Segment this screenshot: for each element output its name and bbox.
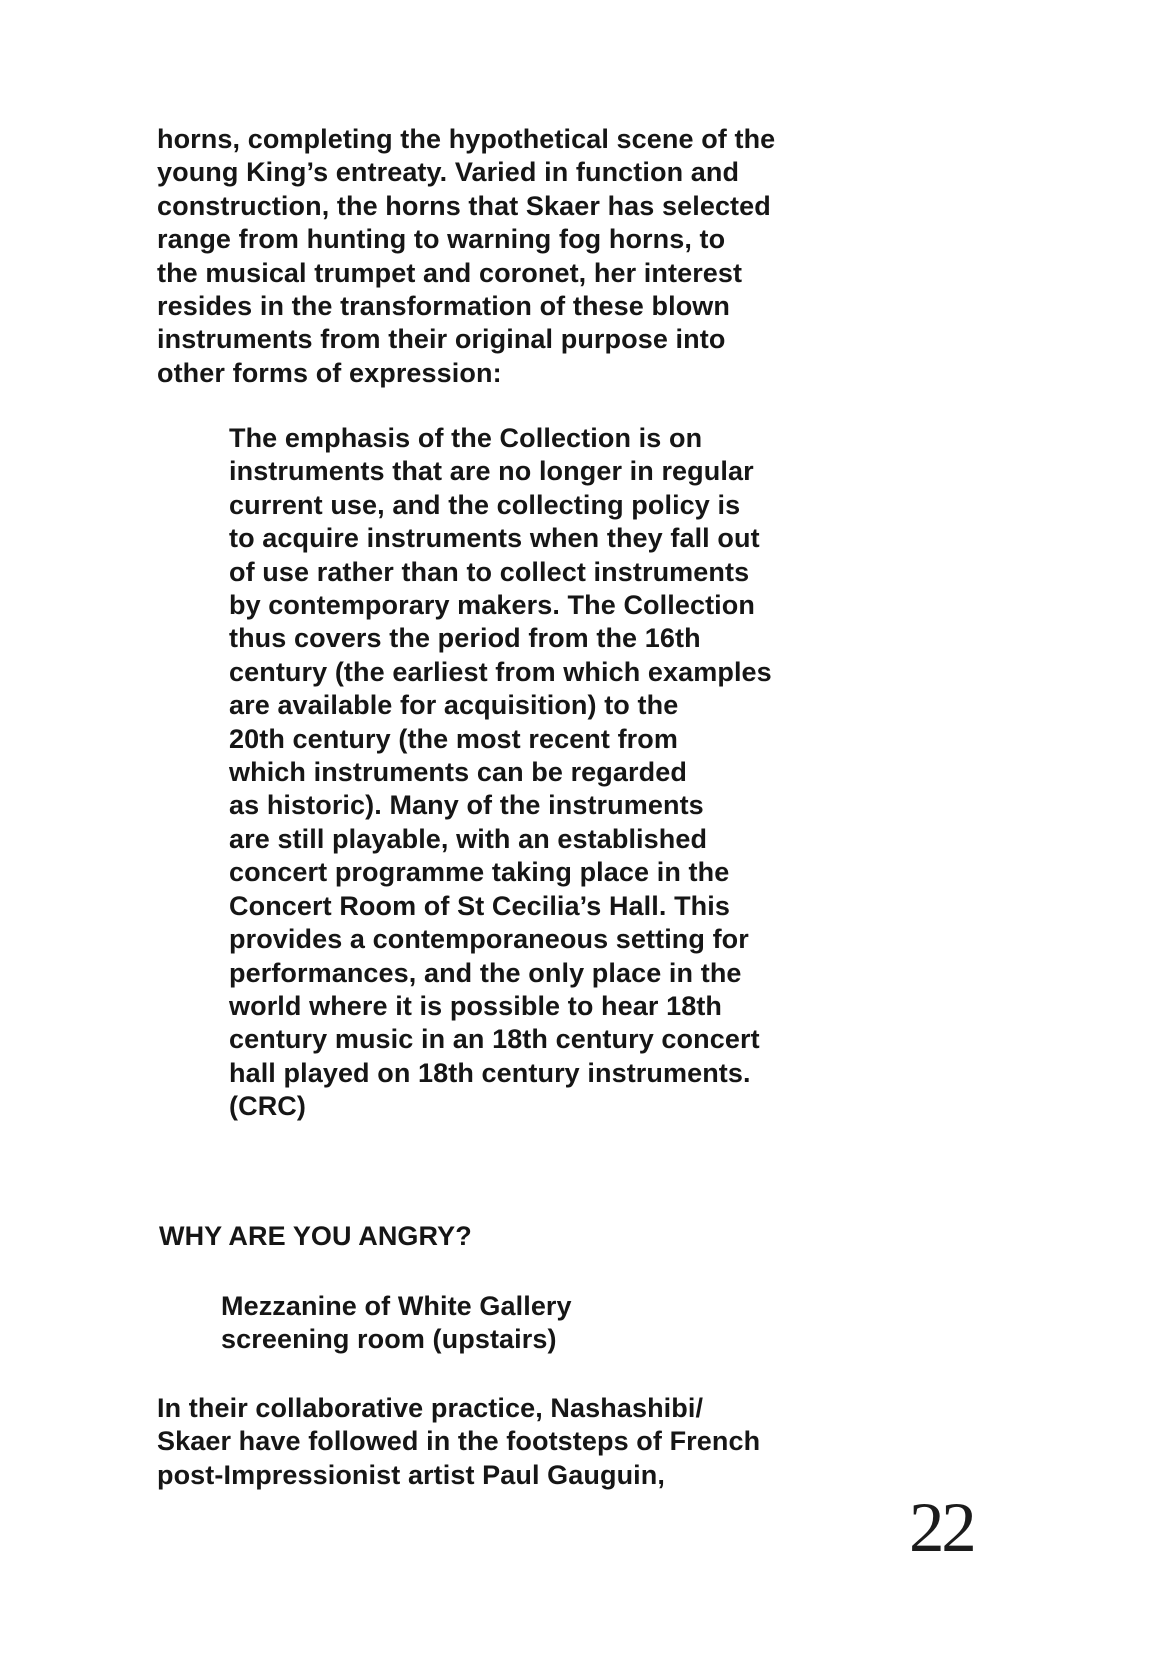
closing-paragraph	[157, 1392, 760, 1492]
text-line: the musical trumpet and coronet, her interest	[157, 257, 743, 288]
text-line: horns, completing the hypothetical scene of the	[157, 124, 776, 154]
text-line: hall played on 18th century instruments.	[229, 1057, 751, 1088]
text-line: concert programme taking place in the	[229, 857, 730, 888]
text-line: In their collaborative practice, Nashashibi/	[157, 1393, 704, 1423]
text-line: of use rather than to collect instruments	[229, 556, 750, 587]
text-line: Skaer have followed in the footsteps of French	[157, 1426, 761, 1457]
text-line: young King’s entreaty. Varied in function and	[157, 157, 740, 188]
text-line: by contemporary makers. The Collection	[229, 590, 755, 621]
text-line: instruments from their original purpose into	[157, 324, 726, 355]
text-line: thus covers the period from the 16th	[229, 623, 701, 654]
text-line: resides in the transformation of these blown	[157, 291, 730, 322]
text-line: construction, the horns that Skaer has selected	[157, 190, 771, 221]
text-line: provides a contemporaneous setting for	[229, 924, 749, 955]
text-line: world where it is possible to hear 18th	[229, 990, 723, 1021]
text-line: Mezzanine of White Gallery	[221, 1291, 572, 1321]
collection-block-quote	[229, 422, 772, 1124]
text-line: instruments that are no longer in regular	[229, 456, 754, 487]
text-line: other forms of expression:	[157, 357, 502, 388]
text-line: Concert Room of St Cecilia’s Hall. This	[229, 890, 730, 921]
text-line: as historic). Many of the instruments	[229, 790, 704, 821]
text-line: are still playable, with an established	[229, 823, 708, 854]
section-heading: WHY ARE YOU ANGRY?	[159, 1221, 472, 1251]
text-line: which instruments can be regarded	[229, 757, 687, 788]
text-line: current use, and the collecting policy is	[229, 489, 741, 520]
text-line: post-Impressionist artist Paul Gauguin,	[157, 1459, 665, 1490]
text-line: performances, and the only place in the	[229, 957, 742, 988]
venue-location-lines	[221, 1290, 572, 1357]
text-line: 20th century (the most recent from	[229, 723, 678, 754]
text-line: The emphasis of the Collection is on	[229, 423, 703, 453]
text-line: (CRC)	[229, 1091, 306, 1122]
text-line: range from hunting to warning fog horns, to	[157, 224, 726, 255]
text-line: are available for acquisition) to the	[229, 690, 679, 721]
text-line: to acquire instruments when they fall out	[229, 523, 760, 554]
text-line: century music in an 18th century concert	[229, 1024, 760, 1055]
text-line: century (the earliest from which examples	[229, 656, 772, 687]
text-line: screening room (upstairs)	[221, 1324, 557, 1355]
page-number: 22	[909, 1489, 974, 1567]
intro-paragraph	[157, 123, 775, 390]
